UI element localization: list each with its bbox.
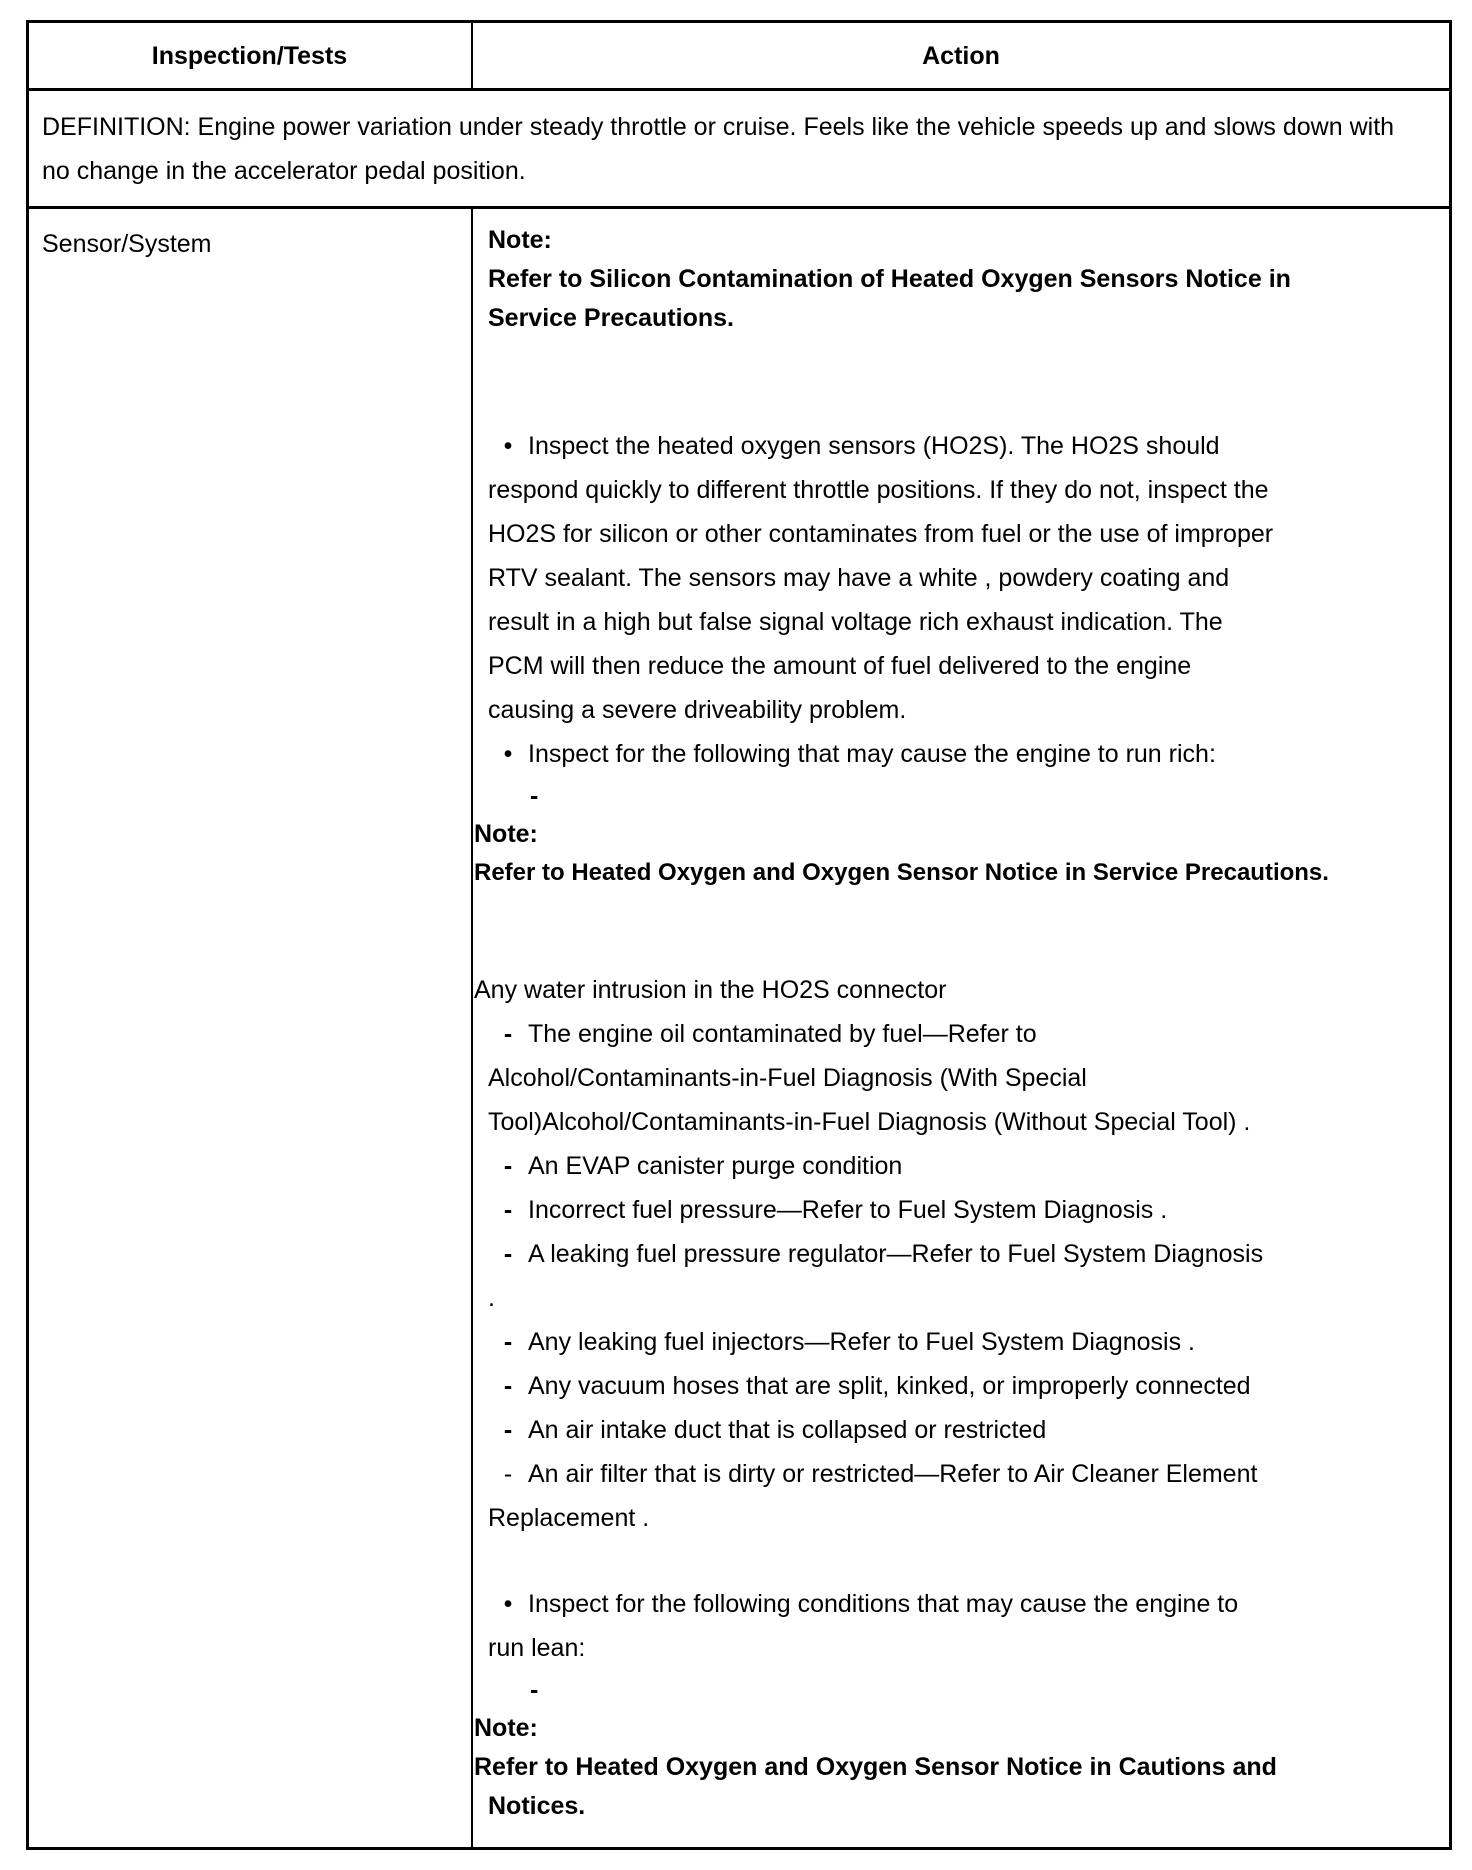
rich-item-8-line2: Replacement .	[488, 1504, 650, 1532]
bullet1-line7: causing a severe driveability problem.	[488, 696, 907, 724]
rich-item-1-line3: Tool)Alcohol/Contaminants-in-Fuel Diagnosis (Without Special Tool) .	[488, 1108, 1251, 1136]
bullet-icon: •	[503, 740, 513, 768]
rich-item-3	[488, 1188, 1167, 1232]
rich-item-text: An air filter that is dirty or restricted—Refer to Air Cleaner Element	[528, 1460, 1258, 1488]
bullet1-line1	[488, 424, 1220, 468]
table-bottom-border	[26, 1847, 1452, 1850]
bullet3-text: Inspect for the following conditions that may cause the engine to	[528, 1590, 1239, 1618]
rich-item-text: Any vacuum hoses that are split, kinked, or improperly connected	[528, 1372, 1251, 1400]
rich-item-4-period: .	[488, 1284, 495, 1312]
water-intrusion-item: Any water intrusion in the HO2S connector	[474, 976, 947, 1004]
note3-line1: Refer to Heated Oxygen and Oxygen Sensor Notice in Cautions and	[474, 1753, 1277, 1781]
bullet1-text: Inspect the heated oxygen sensors (HO2S). The HO2S should	[528, 432, 1220, 460]
bullet1-line2: respond quickly to different throttle positions. If they do not, inspect the	[488, 476, 1269, 504]
bullet2-text: Inspect for the following that may cause the engine to run rich:	[528, 740, 1216, 768]
dash-icon: -	[503, 1328, 513, 1356]
rich-item-1-line2: Alcohol/Contaminants-in-Fuel Diagnosis (With Special	[488, 1064, 1087, 1092]
note2-title: Note:	[474, 820, 538, 848]
rich-item-text: Incorrect fuel pressure—Refer to Fuel System Diagnosis .	[528, 1196, 1168, 1224]
bullet-icon: •	[503, 1590, 513, 1618]
dash-marker: -	[530, 782, 539, 810]
rich-item-text: The engine oil contaminated by fuel—Refer to	[528, 1020, 1037, 1048]
bullet1-line5: result in a high but false signal voltage rich exhaust indication. The	[488, 608, 1223, 636]
bullet1-line6: PCM will then reduce the amount of fuel delivered to the engine	[488, 652, 1192, 680]
body-column-divider	[471, 207, 473, 1850]
dash-icon: -	[503, 1240, 513, 1268]
definition-text: DEFINITION: Engine power variation under steady throttle or cruise. Feels like the vehicle speeds up and slows down with no change in the accelerator pedal position.	[42, 113, 1395, 185]
note3-title: Note:	[474, 1714, 538, 1742]
row-label-sensor-system: Sensor/System	[42, 230, 212, 258]
table-left-border	[26, 20, 29, 1850]
rich-item-2	[488, 1144, 902, 1188]
dash-icon: -	[503, 1372, 513, 1400]
bullet-icon: •	[503, 432, 513, 460]
header-action: Action	[922, 41, 1000, 70]
bullet1-line4: RTV sealant. The sensors may have a white , powdery coating and	[488, 564, 1230, 592]
note1-line2: Service Precautions.	[488, 304, 734, 332]
bullet3-line2: run lean:	[488, 1634, 586, 1662]
rich-item-text: An air intake duct that is collapsed or restricted	[528, 1416, 1047, 1444]
note2-text: Refer to Heated Oxygen and Oxygen Sensor Notice in Service Precautions.	[474, 859, 1329, 886]
rich-item-5	[488, 1320, 1195, 1364]
header-inspection-tests: Inspection/Tests	[151, 41, 348, 70]
dash-icon: -	[503, 1196, 513, 1224]
bullet2	[488, 732, 1216, 776]
rich-item-text: An EVAP canister purge condition	[528, 1152, 903, 1180]
rich-item-1-line1	[488, 1012, 1037, 1056]
note3-line2: Notices.	[488, 1792, 586, 1820]
definition-divider	[26, 206, 1452, 209]
dash-icon: -	[503, 1152, 513, 1180]
table-right-border	[1449, 20, 1452, 1850]
dash-icon: -	[503, 1020, 513, 1048]
dash-marker: -	[530, 1676, 539, 1704]
rich-item-text: Any leaking fuel injectors—Refer to Fuel System Diagnosis .	[528, 1328, 1195, 1356]
rich-item-7	[488, 1408, 1046, 1452]
note1-title: Note:	[488, 226, 552, 254]
rich-item-text: A leaking fuel pressure regulator—Refer to Fuel System Diagnosis	[528, 1240, 1264, 1268]
bullet3-line1	[488, 1582, 1238, 1626]
bullet1-line3: HO2S for silicon or other contaminates from fuel or the use of improper	[488, 520, 1274, 548]
note1-line1: Refer to Silicon Contamination of Heated Oxygen Sensors Notice in	[488, 265, 1291, 293]
rich-item-4	[488, 1232, 1263, 1276]
dash-icon: -	[503, 1460, 513, 1488]
rich-item-8-line1	[488, 1452, 1257, 1496]
rich-item-6	[488, 1364, 1251, 1408]
dash-icon: -	[503, 1416, 513, 1444]
